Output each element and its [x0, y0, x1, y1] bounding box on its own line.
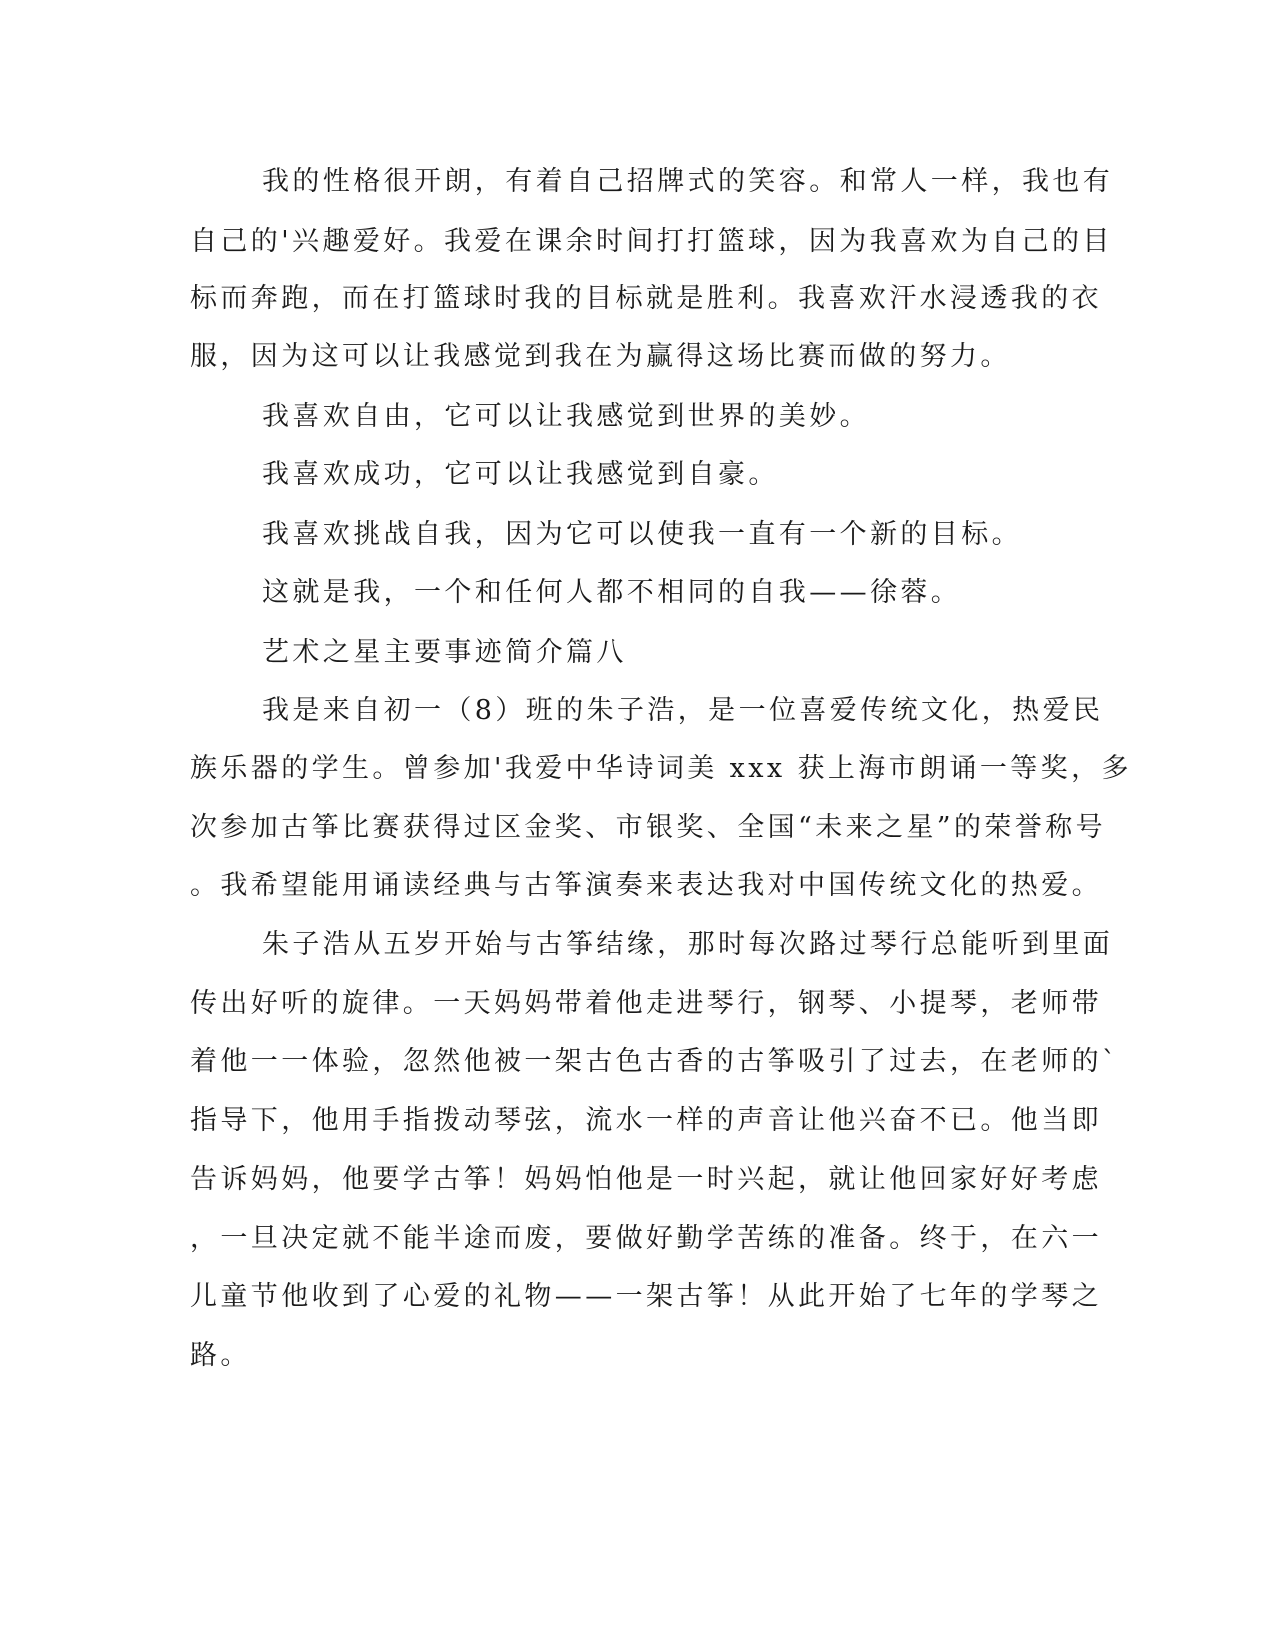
paragraph-6-line-4: 。我希望能用诵读经典与古筝演奏来表达我对中国传统文化的热爱。	[190, 870, 1102, 901]
section-heading: 艺术之星主要事迹简介篇八	[262, 637, 627, 668]
paragraph-4: 我喜欢挑战自我，因为它可以使我一直有一个新的目标。	[262, 519, 1022, 550]
paragraph-7-line-8: 路。	[190, 1340, 251, 1371]
paragraph-7-line-2: 传出好听的旋律。一天妈妈带着他走进琴行，钢琴、小提琴，老师带	[190, 988, 1102, 1019]
paragraph-1-line-2: 自己的'兴趣爱好。我爱在课余时间打打篮球，因为我喜欢为自己的目	[190, 226, 1113, 257]
paragraph-7-line-6: ，一旦决定就不能半途而废，要做好勤学苦练的准备。终于，在六一	[190, 1223, 1102, 1254]
paragraph-6-line-1: 我是来自初一（8）班的朱子浩，是一位喜爱传统文化，热爱民	[262, 695, 1104, 726]
paragraph-7-line-5: 告诉妈妈，他要学古筝！妈妈怕他是一时兴起，就让他回家好好考虑	[190, 1164, 1102, 1195]
paragraph-7-line-1: 朱子浩从五岁开始与古筝结缘，那时每次路过琴行总能听到里面	[262, 929, 1114, 960]
paragraph-6-line-2: 族乐器的学生。曾参加'我爱中华诗词美 xxx 获上海市朗诵一等奖，多	[190, 753, 1132, 784]
paragraph-3: 我喜欢成功，它可以让我感觉到自豪。	[262, 459, 779, 490]
paragraph-2: 我喜欢自由，它可以让我感觉到世界的美妙。	[262, 401, 870, 432]
paragraph-5: 这就是我，一个和任何人都不相同的自我——徐蓉。	[262, 577, 962, 608]
paragraph-1-line-1: 我的性格很开朗，有着自己招牌式的笑容。和常人一样，我也有	[262, 166, 1114, 197]
paragraph-1-line-3: 标而奔跑，而在打篮球时我的目标就是胜利。我喜欢汗水浸透我的衣	[190, 283, 1102, 314]
paragraph-1-line-4: 服，因为这可以让我感觉到我在为赢得这场比赛而做的努力。	[190, 341, 1011, 372]
paragraph-7-line-3: 着他一一体验，忽然他被一架古色古香的古筝吸引了过去，在老师的`	[190, 1046, 1119, 1077]
paragraph-7-line-4: 指导下，他用手指拨动琴弦，流水一样的声音让他兴奋不已。他当即	[190, 1105, 1102, 1136]
paragraph-7-line-7: 儿童节他收到了心爱的礼物——一架古筝！从此开始了七年的学琴之	[190, 1281, 1102, 1312]
paragraph-6-line-3: 次参加古筝比赛获得过区金奖、市银奖、全国“未来之星”的荣誉称号	[190, 812, 1107, 843]
